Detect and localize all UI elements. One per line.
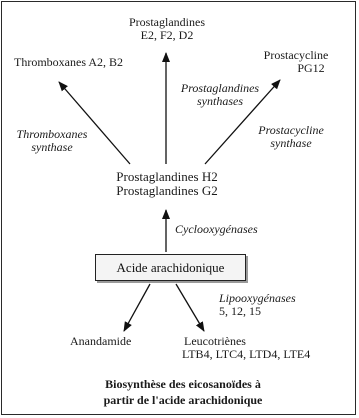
- enzyme-cyclooxygenases: Cyclooxygénases: [175, 222, 258, 236]
- enzyme-label: synthase: [31, 140, 73, 154]
- enzyme-prostaglandines-synthases: [166, 82, 274, 108]
- enzyme-label: Prostacycline: [258, 123, 324, 137]
- enzyme-label: Prostaglandines: [180, 81, 260, 95]
- enzyme-prostacycline-synthase: [244, 124, 338, 150]
- node-anandamide: Anandamide: [70, 334, 132, 348]
- title-line: Biosynthèse des eicosanoïdes à: [105, 377, 261, 391]
- node-sublabel: PG12: [297, 61, 325, 75]
- node-leucotrienes: [184, 335, 310, 361]
- arrow-source-to-leucotrienes: [176, 284, 204, 331]
- enzyme-label: synthase: [270, 136, 312, 150]
- node-prostaglandines-h2-g2: [100, 170, 234, 198]
- node-prostaglandines-e2f2d2: [112, 16, 222, 42]
- node-label: Prostaglandines: [129, 15, 205, 29]
- node-prostacycline: [248, 49, 344, 75]
- node-label: Leucotriènes: [184, 334, 246, 348]
- node-sublabel: LTB4, LTC4, LTD4, LTE4: [182, 347, 311, 361]
- node-sublabel: E2, F2, D2: [140, 28, 194, 42]
- enzyme-label: Lipooxygénases: [219, 291, 296, 305]
- enzyme-label: Thromboxanes: [16, 127, 88, 141]
- enzyme-sublabel: 5, 12, 15: [219, 304, 261, 318]
- diagram-title: [88, 376, 278, 408]
- enzyme-thromboxanes-synthase: [5, 128, 99, 154]
- node-label: Prostaglandines G2: [116, 183, 218, 198]
- arrow-source-to-anandamide: [124, 284, 150, 331]
- enzyme-lipooxygenases: [219, 292, 296, 318]
- node-thromboxanes: Thromboxanes A2, B2: [14, 55, 123, 69]
- title-line: partir de l'acide arachidonique: [103, 393, 263, 407]
- node-label: Prostacycline: [263, 48, 329, 62]
- enzyme-label: synthases: [197, 94, 243, 108]
- node-label: Prostaglandines H2: [116, 169, 218, 184]
- node-acide-arachidonique: Acide arachidonique: [95, 254, 246, 281]
